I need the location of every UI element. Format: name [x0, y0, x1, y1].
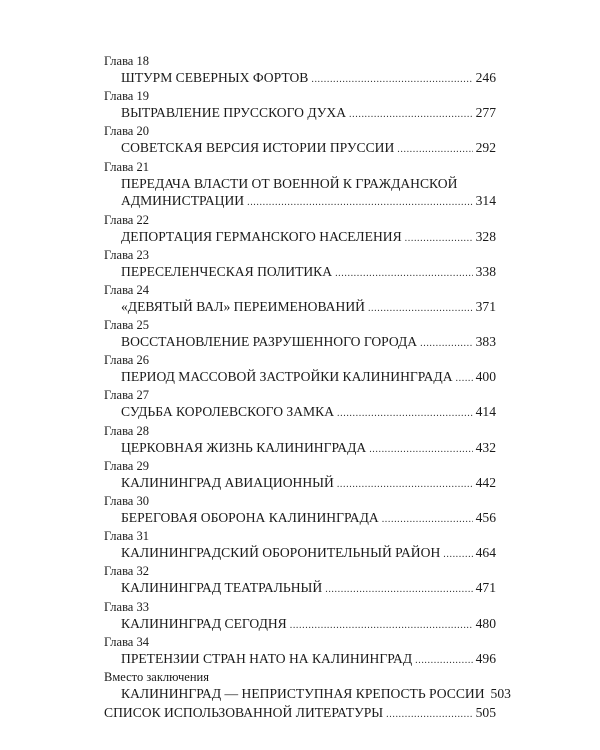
chapter-label: Глава 29	[104, 458, 149, 473]
toc-title: АДМИНИСТРАЦИИ	[121, 193, 245, 209]
toc-entry	[104, 528, 496, 563]
toc-line	[104, 474, 496, 492]
toc-title: ВОССТАНОВЛЕНИЕ РАЗРУШЕННОГО ГОРОДА	[121, 334, 418, 350]
toc-title: ВЫТРАВЛЕНИЕ ПРУССКОГО ДУХА	[121, 105, 347, 121]
chapter-label: Глава 26	[104, 353, 149, 368]
toc-title: БЕРЕГОВАЯ ОБОРОНА КАЛИНИНГРАДА	[121, 510, 379, 526]
toc-entry	[104, 317, 496, 352]
dot-leader	[349, 106, 473, 124]
toc-line	[104, 650, 496, 668]
toc-title: ПРЕТЕНЗИИ СТРАН НАТО НА КАЛИНИНГРАД	[121, 650, 413, 666]
dot-leader	[290, 617, 473, 635]
toc-title: СУДЬБА КОРОЛЕВСКОГО ЗАМКА	[121, 404, 335, 420]
page-number: 400	[475, 369, 496, 385]
toc-title: КАЛИНИНГРАД СЕГОДНЯ	[121, 615, 287, 631]
dot-leader	[369, 441, 472, 459]
dot-leader	[368, 300, 473, 318]
page-number: 371	[475, 298, 496, 314]
toc-line	[104, 403, 496, 421]
page-number: 480	[475, 615, 496, 631]
chapter-label: Глава 20	[104, 124, 149, 139]
chapter-label: Глава 18	[104, 54, 149, 68]
toc-line	[104, 544, 496, 562]
dot-leader	[420, 335, 472, 353]
toc-line	[104, 263, 496, 281]
toc-entry	[104, 458, 496, 493]
dot-leader	[335, 265, 473, 283]
toc-entry	[104, 352, 496, 387]
toc-entry	[104, 493, 496, 528]
toc-line	[104, 139, 496, 157]
toc-title: ДЕПОРТАЦИЯ ГЕРМАНСКОГО НАСЕЛЕНИЯ	[121, 228, 402, 244]
dot-leader	[311, 71, 472, 89]
chapter-label: Глава 32	[104, 564, 149, 579]
toc-line	[104, 685, 511, 703]
toc-entry	[104, 634, 496, 669]
page-number: 246	[475, 70, 496, 85]
toc-entry	[104, 704, 496, 723]
chapter-label: Глава 31	[104, 529, 149, 544]
toc-title: КАЛИНИНГРАД — НЕПРИСТУПНАЯ КРЕПОСТЬ РОССИИ	[121, 685, 485, 701]
toc-title: КАЛИНИНГРАД АВИАЦИОННЫЙ	[121, 474, 334, 490]
toc-line	[104, 298, 496, 316]
toc-line	[104, 69, 496, 87]
toc-title: СПИСОК ИСПОЛЬЗОВАННОЙ ЛИТЕРАТУРЫ	[104, 705, 384, 721]
toc-title: ПЕРЕДАЧА ВЛАСТИ ОТ ВОЕННОЙ К ГРАЖДАНСКОЙ	[121, 175, 458, 191]
toc-line	[104, 333, 496, 351]
table-of-contents	[104, 53, 511, 723]
chapter-label: Глава 23	[104, 247, 149, 262]
page-number: 414	[475, 404, 496, 420]
toc-title: ПЕРЕСЕЛЕНЧЕСКАЯ ПОЛИТИКА	[121, 263, 333, 279]
chapter-label: Глава 25	[104, 318, 149, 333]
toc-entry	[104, 599, 496, 634]
toc-line	[104, 704, 496, 722]
page-number: 496	[475, 650, 496, 666]
toc-entry	[104, 212, 496, 247]
dot-leader	[397, 141, 472, 159]
chapter-label: Глава 34	[104, 634, 149, 649]
chapter-label: Глава 22	[104, 212, 149, 227]
toc-entry	[104, 159, 496, 212]
toc-title: КАЛИНИНГРАД ТЕАТРАЛЬНЫЙ	[121, 580, 323, 596]
dot-leader	[337, 405, 473, 423]
toc-title: ЦЕРКОВНАЯ ЖИЗНЬ КАЛИНИНГРАДА	[121, 439, 367, 455]
page-number: 442	[475, 474, 496, 490]
chapter-label: Глава 19	[104, 89, 149, 104]
toc-line	[104, 192, 496, 210]
toc-line	[104, 228, 496, 246]
toc-entry	[104, 88, 496, 123]
page-number: 292	[475, 140, 496, 156]
toc-line	[104, 615, 496, 633]
dot-leader	[456, 370, 473, 388]
chapter-label: Вместо заключения	[104, 669, 209, 684]
toc-entry	[104, 282, 496, 317]
page-number: 456	[475, 510, 496, 526]
dot-leader	[386, 706, 472, 724]
page-number: 338	[475, 263, 496, 279]
dot-leader	[405, 230, 473, 248]
chapter-label: Глава 33	[104, 599, 149, 614]
toc-entry	[104, 669, 511, 704]
toc-entry	[104, 123, 496, 158]
toc-title: «ДЕВЯТЫЙ ВАЛ» ПЕРЕИМЕНОВАНИЙ	[121, 298, 365, 314]
toc-entry	[104, 563, 496, 598]
page-number: 328	[475, 228, 496, 244]
toc-line	[104, 509, 496, 527]
toc-line	[104, 439, 496, 457]
chapter-label: Глава 30	[104, 494, 149, 509]
dot-leader	[415, 652, 472, 670]
page-number: 505	[475, 705, 496, 721]
page-number: 383	[475, 334, 496, 350]
dot-leader	[443, 546, 472, 564]
page-number: 314	[475, 193, 496, 209]
toc-line	[104, 368, 496, 386]
dot-leader	[337, 476, 473, 494]
toc-entry	[104, 53, 496, 88]
toc-entry	[104, 387, 496, 422]
toc-title: ШТУРМ СЕВЕРНЫХ ФОРТОВ	[121, 70, 309, 85]
page-number: 464	[475, 545, 496, 561]
page-number: 277	[475, 105, 496, 121]
chapter-label: Глава 21	[104, 159, 149, 174]
toc-line	[104, 579, 496, 597]
toc-title: ПЕРИОД МАССОВОЙ ЗАСТРОЙКИ КАЛИНИНГРАДА	[121, 369, 453, 385]
toc-entry	[104, 247, 496, 282]
dot-leader	[382, 511, 473, 529]
dot-leader	[325, 581, 472, 599]
chapter-label: Глава 28	[104, 423, 149, 438]
chapter-label: Глава 24	[104, 282, 149, 297]
dot-leader	[247, 194, 473, 212]
toc-title: СОВЕТСКАЯ ВЕРСИЯ ИСТОРИИ ПРУССИИ	[121, 140, 395, 156]
toc-entry	[104, 423, 496, 458]
toc-title: КАЛИНИНГРАДСКИЙ ОБОРОНИТЕЛЬНЫЙ РАЙОН	[121, 545, 441, 561]
page-number: 471	[475, 580, 496, 596]
toc-line	[104, 104, 496, 122]
toc-line	[104, 175, 496, 193]
chapter-label: Глава 27	[104, 388, 149, 403]
page-number: 432	[475, 439, 496, 455]
page-number: 503	[490, 685, 511, 701]
